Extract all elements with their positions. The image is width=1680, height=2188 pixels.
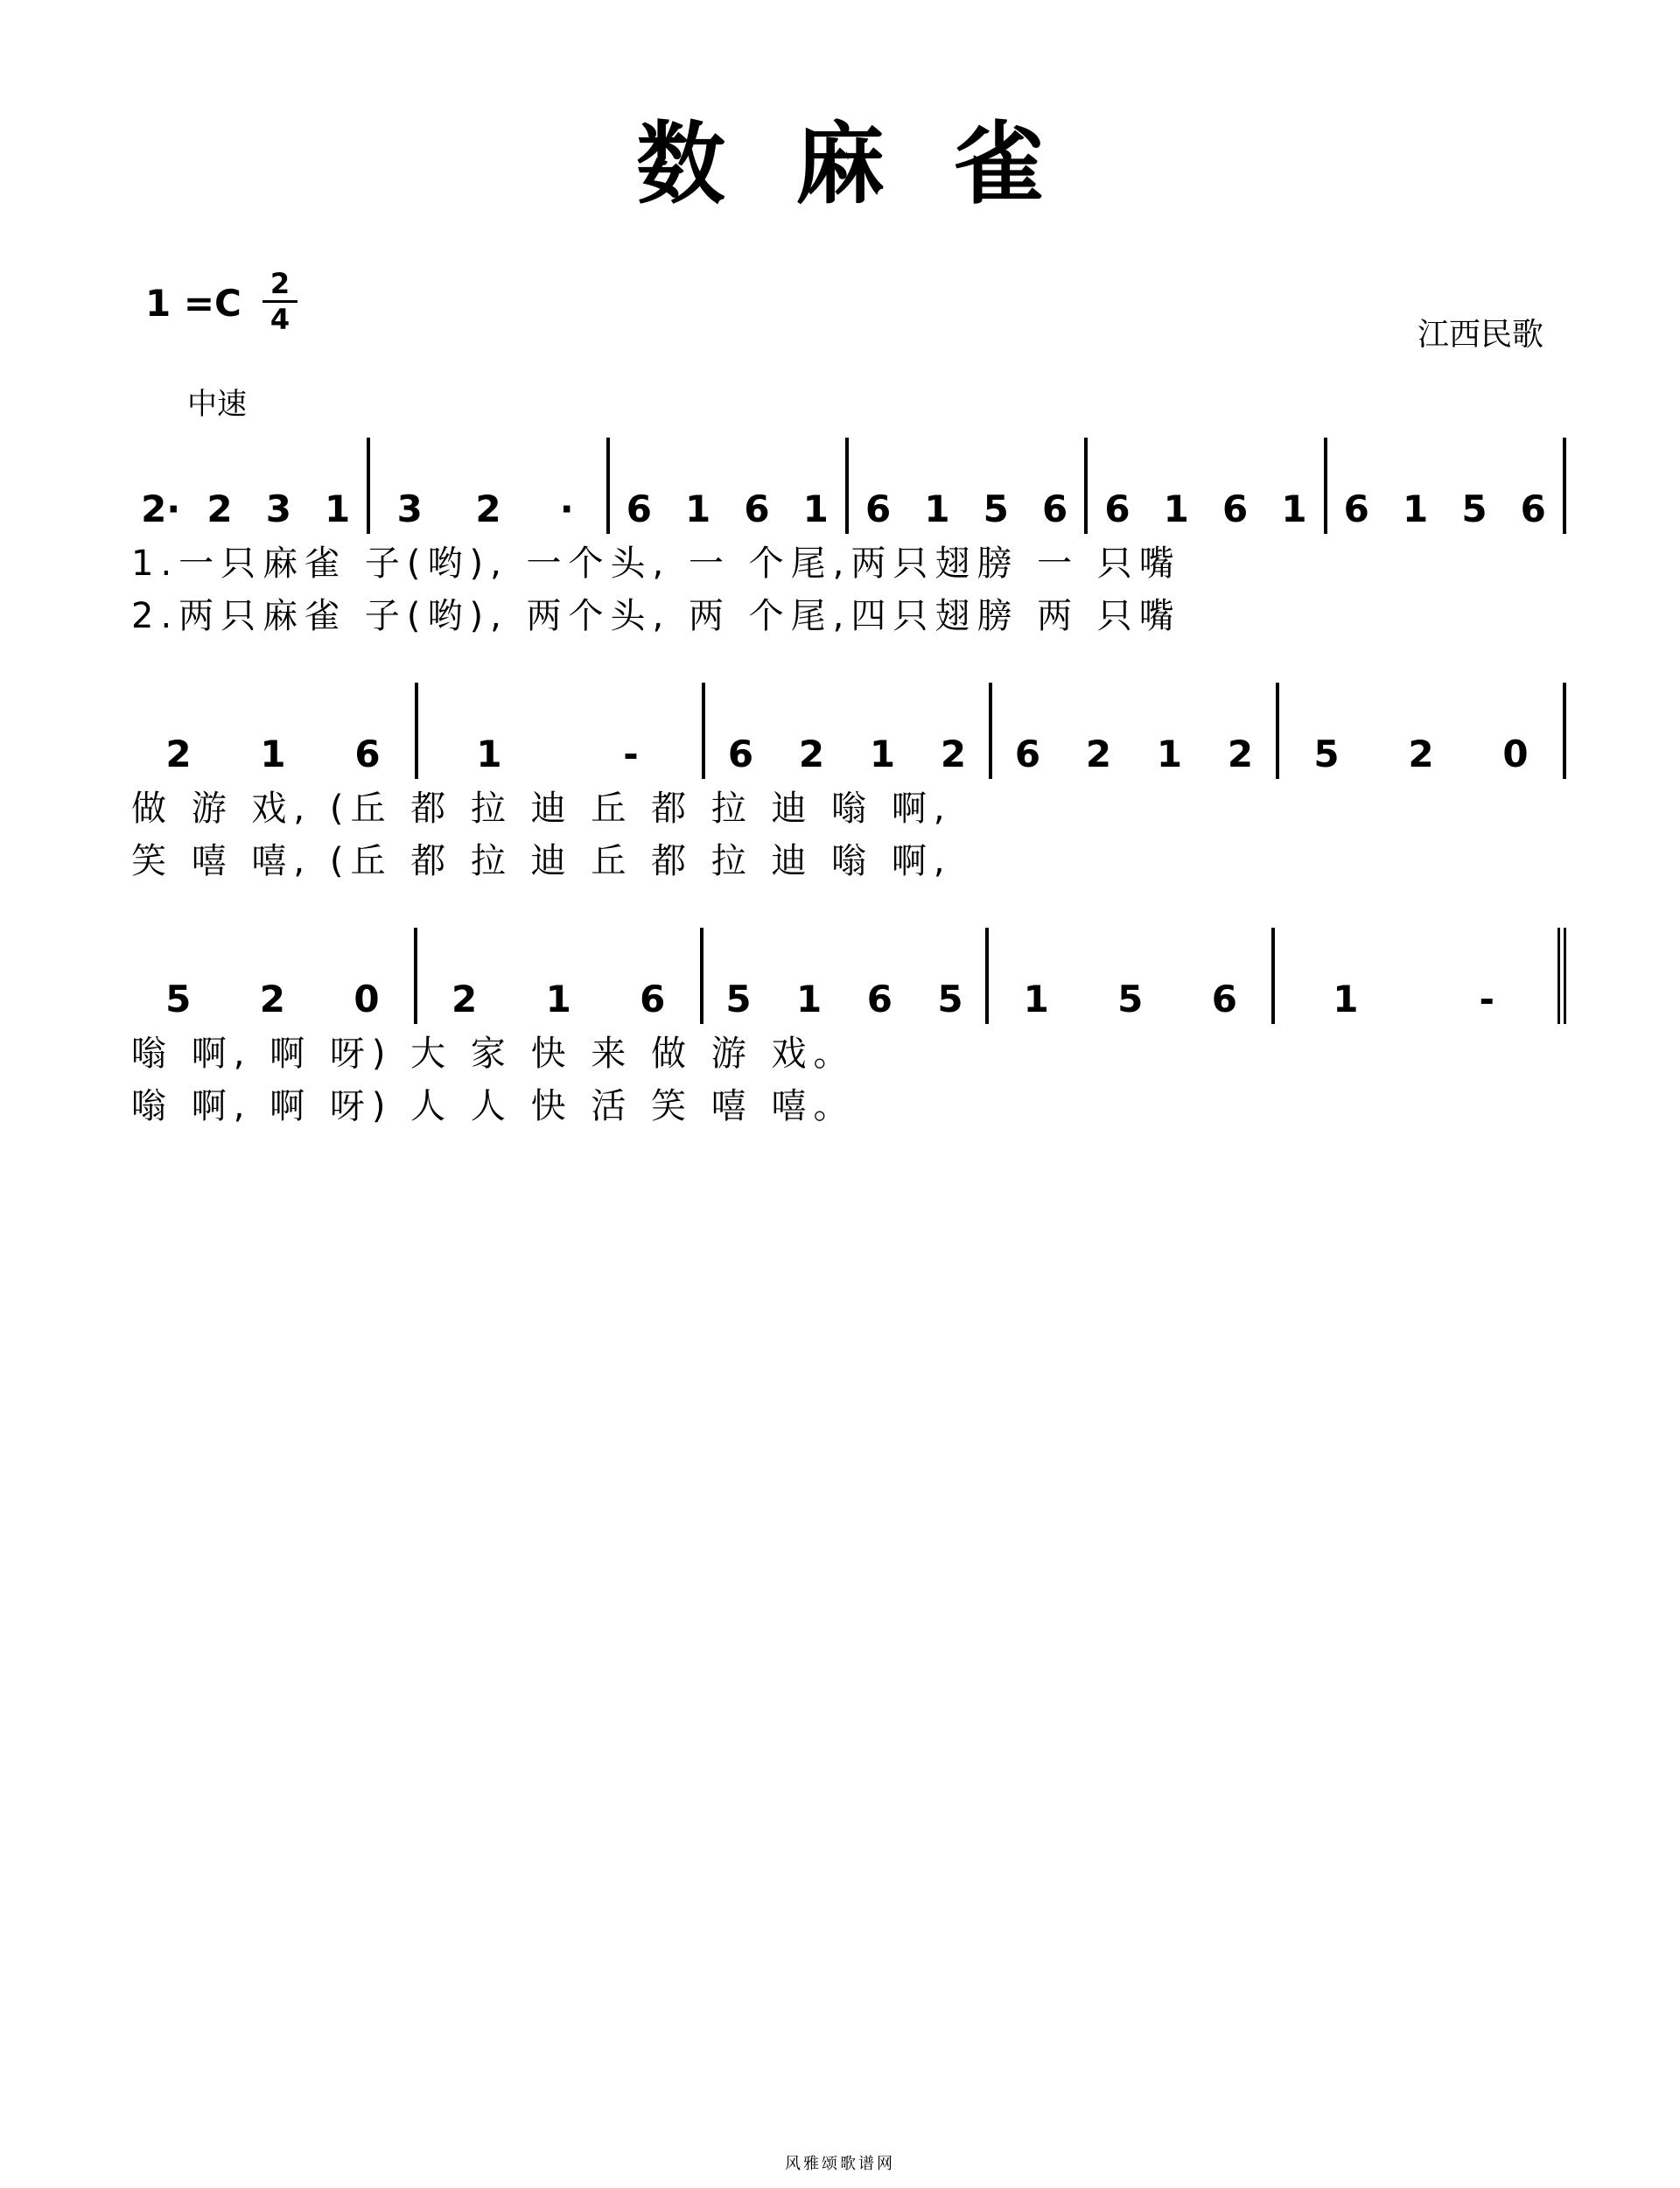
time-signature-denominator: 4 [270, 303, 290, 336]
note: 1 [924, 487, 950, 530]
measure [1088, 438, 1326, 534]
note: 6 [866, 978, 892, 1020]
site-footer: 风雅颂歌谱网 [785, 2155, 895, 2173]
note: 6 [865, 487, 892, 530]
note: 2 [475, 487, 501, 530]
note: 6 [1222, 487, 1249, 530]
note: 0 [354, 978, 380, 1020]
note: 6 [1343, 487, 1369, 530]
measure [610, 438, 849, 534]
note: 1 [869, 733, 896, 775]
note: 2 [1085, 733, 1112, 775]
note: 6 [1014, 733, 1041, 775]
notes-row [131, 683, 1566, 779]
measure [131, 438, 370, 534]
note: 1 [1163, 487, 1189, 530]
lyric-line-1: 1.一只麻雀 子(哟), 一个头, 一 个尾,两只翅膀 一 只嘴 [131, 543, 1181, 584]
note: 2 [798, 733, 825, 775]
lyric-line-2: 2.两只麻雀 子(哟), 两个头, 两 个尾,四只翅膀 两 只嘴 [131, 595, 1181, 636]
note: 2 [940, 733, 967, 775]
note: 5 [1313, 733, 1340, 775]
measure [704, 928, 990, 1024]
note: 1 [260, 733, 286, 775]
note: 2 [165, 733, 192, 775]
note: 2 [206, 487, 233, 530]
note: 6 [354, 733, 381, 775]
note: 1 [1333, 978, 1359, 1020]
note: 1 [1156, 733, 1183, 775]
note: · [559, 487, 574, 530]
measure [370, 438, 609, 534]
measure [1327, 438, 1566, 534]
system-1 [131, 438, 1566, 639]
note: 1 [802, 487, 829, 530]
song-title: 数麻雀 [636, 113, 1114, 217]
system-3 [131, 928, 1566, 1129]
note: 6 [1520, 487, 1546, 530]
notes-row [131, 928, 1566, 1024]
notes-row [131, 438, 1566, 534]
lyric-line-2: 笑 嘻 嘻, (丘 都 拉 迪 丘 都 拉 迪 嗡 啊, [131, 840, 952, 881]
note: 6 [727, 733, 754, 775]
note: 3 [396, 487, 423, 530]
note: - [623, 733, 639, 775]
lyric-line-1: 嗡 啊, 啊 呀) 大 家 快 来 做 游 戏。 [131, 1033, 856, 1074]
note: 5 [937, 978, 963, 1020]
note: 1 [325, 487, 351, 530]
note: 6 [626, 487, 652, 530]
measure [131, 683, 418, 779]
note: - [1479, 978, 1494, 1020]
time-signature-numerator: 2 [270, 267, 290, 300]
note: 6 [1104, 487, 1130, 530]
measure [989, 928, 1275, 1024]
key-signature: 1 =C [145, 282, 242, 325]
note: 1 [685, 487, 711, 530]
lyric-line-1: 做 游 戏, (丘 都 拉 迪 丘 都 拉 迪 嗡 啊, [131, 788, 952, 829]
note: 5 [1461, 487, 1488, 530]
note: 5 [983, 487, 1009, 530]
note: 5 [725, 978, 752, 1020]
measure [705, 683, 992, 779]
note: 1 [796, 978, 822, 1020]
note: 2 [1227, 733, 1254, 775]
measure [418, 683, 705, 779]
note: 1 [1403, 487, 1429, 530]
note: 2 [1408, 733, 1434, 775]
note: 2 [259, 978, 285, 1020]
song-source: 江西民歌 [1418, 317, 1544, 353]
measure [131, 928, 417, 1024]
note: 0 [1502, 733, 1529, 775]
measure [417, 928, 704, 1024]
note: 5 [1117, 978, 1144, 1020]
note: 6 [744, 487, 770, 530]
note: 5 [165, 978, 192, 1020]
measure-final [1275, 928, 1566, 1024]
note: 6 [1211, 978, 1237, 1020]
note: 2 [451, 978, 478, 1020]
note: 3 [265, 487, 291, 530]
lyric-line-2: 嗡 啊, 啊 呀) 人 人 快 活 笑 嘻 嘻。 [131, 1085, 856, 1126]
tempo-marking: 中速 [187, 387, 247, 422]
measure [992, 683, 1279, 779]
measure [849, 438, 1088, 534]
note: 1 [545, 978, 571, 1020]
note: 6 [1042, 487, 1068, 530]
note: 2· [141, 487, 181, 530]
time-signature [262, 267, 298, 336]
note: 6 [640, 978, 666, 1020]
note: 1 [1023, 978, 1049, 1020]
measure [1279, 683, 1566, 779]
system-2 [131, 683, 1566, 884]
note: 1 [1281, 487, 1307, 530]
note: 1 [476, 733, 502, 775]
